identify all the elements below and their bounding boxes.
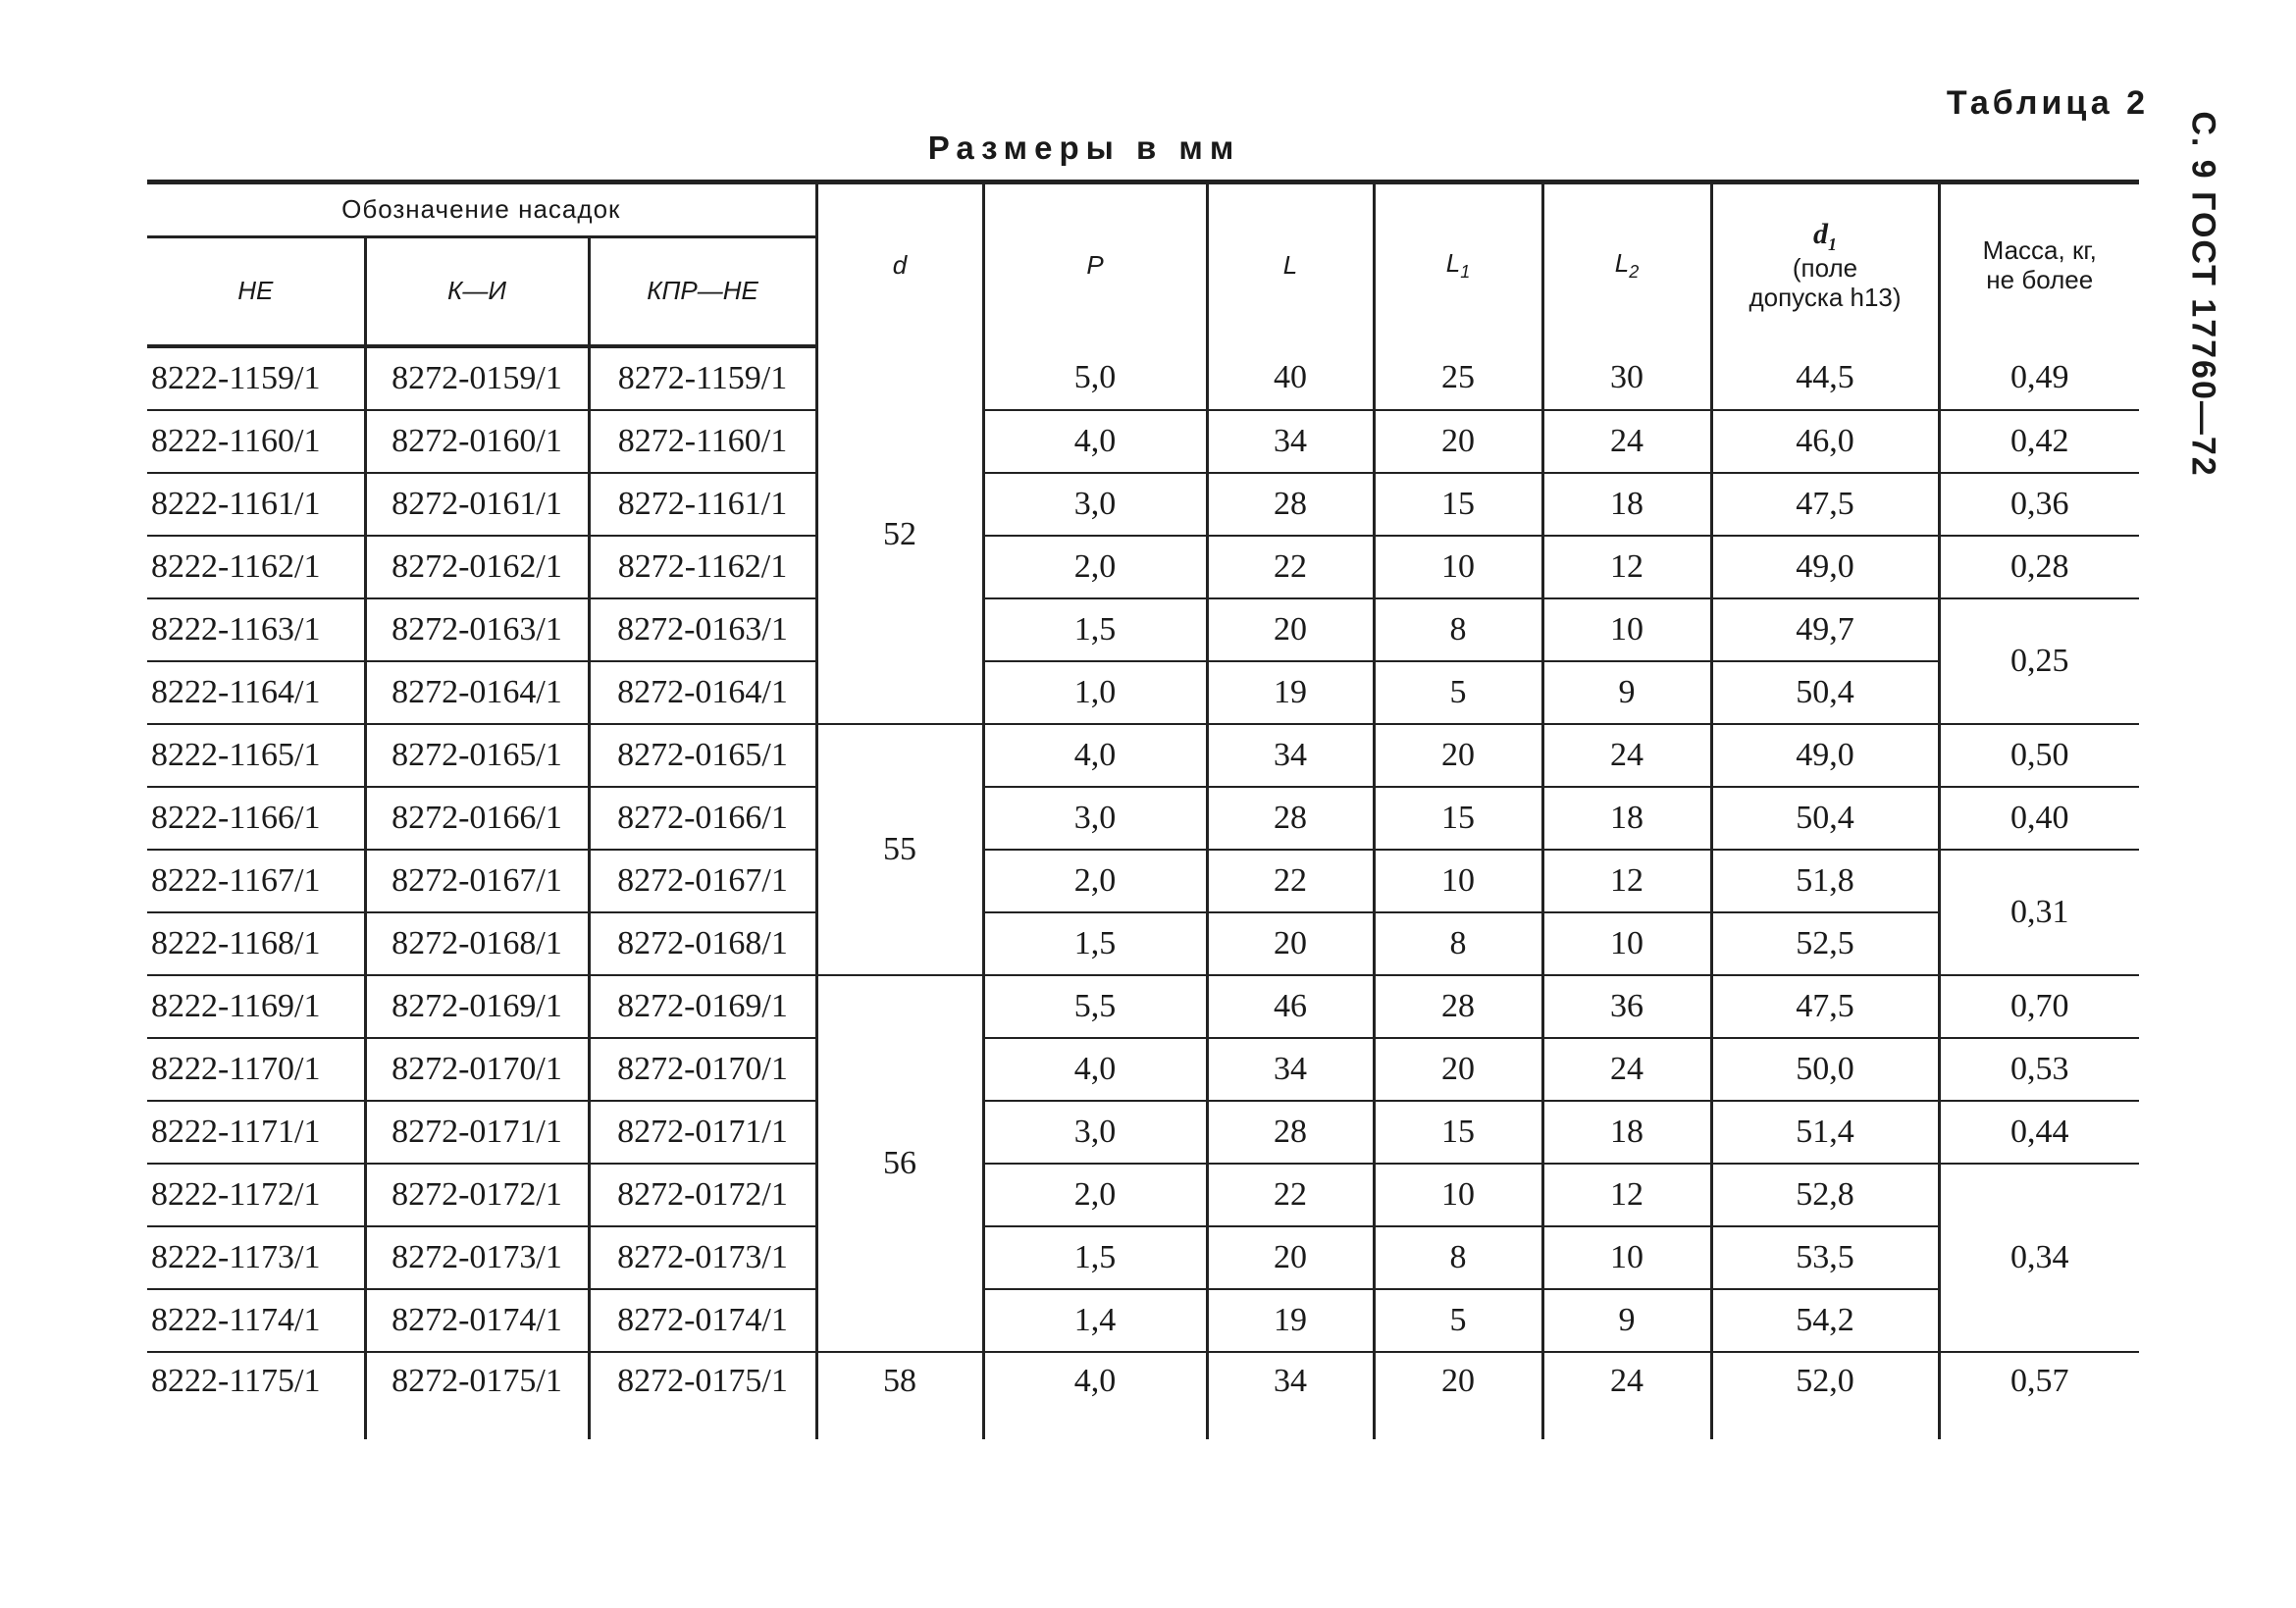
cell-ne: 8222-1162/1	[147, 536, 365, 598]
col-header-mass: Масса, кг, не более	[1939, 182, 2139, 347]
cell-l2: 18	[1542, 787, 1711, 850]
table-row	[147, 661, 2139, 724]
cell-l2: 18	[1542, 473, 1711, 536]
cell-ne: 8222-1173/1	[147, 1226, 365, 1289]
cell-l1: 20	[1374, 1038, 1542, 1101]
cell-p: 1,5	[983, 598, 1207, 661]
cell-l2: 12	[1542, 536, 1711, 598]
cell-l2: 9	[1542, 661, 1711, 724]
cell-l2: 24	[1542, 1352, 1711, 1439]
cell-mass: 0,34	[1939, 1164, 2139, 1352]
cell-mass: 0,36	[1939, 473, 2139, 536]
cell-ne: 8222-1164/1	[147, 661, 365, 724]
cell-kprne: 8272-0164/1	[589, 661, 816, 724]
cell-p: 2,0	[983, 1164, 1207, 1226]
cell-d1: 47,5	[1711, 975, 1939, 1038]
cell-l2: 12	[1542, 850, 1711, 912]
cell-d1: 51,4	[1711, 1101, 1939, 1164]
cell-l1: 25	[1374, 346, 1542, 410]
table-row	[147, 598, 2139, 661]
cell-d1: 52,0	[1711, 1352, 1939, 1439]
cell-l: 19	[1207, 1289, 1374, 1352]
cell-ne: 8222-1169/1	[147, 975, 365, 1038]
cell-d: 52	[816, 346, 983, 724]
table-row	[147, 850, 2139, 912]
cell-ne: 8222-1160/1	[147, 410, 365, 473]
cell-l1: 20	[1374, 724, 1542, 787]
cell-l1: 20	[1374, 1352, 1542, 1439]
cell-l: 19	[1207, 661, 1374, 724]
d1-tolerance-note: (поле допуска h13)	[1748, 253, 1902, 313]
cell-l: 46	[1207, 975, 1374, 1038]
cell-d1: 53,5	[1711, 1226, 1939, 1289]
cell-p: 1,5	[983, 912, 1207, 975]
cell-l: 28	[1207, 787, 1374, 850]
cell-mass: 0,40	[1939, 787, 2139, 850]
col-header-ne: НЕ	[147, 237, 365, 347]
cell-ne: 8222-1161/1	[147, 473, 365, 536]
cell-p: 4,0	[983, 1352, 1207, 1439]
cell-p: 2,0	[983, 536, 1207, 598]
cell-mass: 0,70	[1939, 975, 2139, 1038]
cell-d1: 50,4	[1711, 661, 1939, 724]
cell-l: 22	[1207, 1164, 1374, 1226]
cell-l: 20	[1207, 598, 1374, 661]
cell-mass: 0,53	[1939, 1038, 2139, 1101]
cell-l1: 8	[1374, 598, 1542, 661]
cell-ne: 8222-1165/1	[147, 724, 365, 787]
table-row	[147, 724, 2139, 787]
cell-ki: 8272-0169/1	[365, 975, 589, 1038]
cell-ki: 8272-0165/1	[365, 724, 589, 787]
cell-ki: 8272-0172/1	[365, 1164, 589, 1226]
cell-kprne: 8272-0174/1	[589, 1289, 816, 1352]
col-header-kprne: КПР—НЕ	[589, 237, 816, 347]
cell-kprne: 8272-1159/1	[589, 346, 816, 410]
cell-d1: 46,0	[1711, 410, 1939, 473]
cell-mass: 0,28	[1939, 536, 2139, 598]
standard-reference: С. 9 ГОСТ 17760—72	[2184, 111, 2222, 478]
table-row	[147, 912, 2139, 975]
col-header-l: L	[1207, 182, 1374, 347]
cell-kprne: 8272-0171/1	[589, 1101, 816, 1164]
cell-kprne: 8272-0173/1	[589, 1226, 816, 1289]
cell-l: 40	[1207, 346, 1374, 410]
cell-ne: 8222-1166/1	[147, 787, 365, 850]
cell-l2: 10	[1542, 598, 1711, 661]
cell-d: 58	[816, 1352, 983, 1439]
l2-symbol: L	[1614, 247, 1630, 278]
cell-l: 22	[1207, 536, 1374, 598]
table-row	[147, 1038, 2139, 1101]
l1-symbol: L	[1445, 247, 1461, 278]
cell-l1: 10	[1374, 850, 1542, 912]
cell-l2: 9	[1542, 1289, 1711, 1352]
cell-p: 3,0	[983, 473, 1207, 536]
cell-l: 34	[1207, 1038, 1374, 1101]
cell-p: 3,0	[983, 787, 1207, 850]
cell-d1: 49,7	[1711, 598, 1939, 661]
cell-mass: 0,31	[1939, 850, 2139, 975]
cell-kprne: 8272-0163/1	[589, 598, 816, 661]
cell-mass: 0,25	[1939, 598, 2139, 724]
cell-kprne: 8272-0165/1	[589, 724, 816, 787]
cell-kprne: 8272-0172/1	[589, 1164, 816, 1226]
cell-p: 5,5	[983, 975, 1207, 1038]
cell-kprne: 8272-0169/1	[589, 975, 816, 1038]
table-row	[147, 473, 2139, 536]
cell-l1: 10	[1374, 536, 1542, 598]
cell-ki: 8272-0173/1	[365, 1226, 589, 1289]
cell-p: 1,5	[983, 1226, 1207, 1289]
cell-d1: 49,0	[1711, 724, 1939, 787]
cell-l2: 10	[1542, 1226, 1711, 1289]
d1-index: 1	[1828, 233, 1838, 254]
cell-ki: 8272-0162/1	[365, 536, 589, 598]
cell-l2: 30	[1542, 346, 1711, 410]
cell-l1: 15	[1374, 473, 1542, 536]
table-label: Таблица 2	[1946, 84, 2149, 122]
table-row	[147, 1352, 2139, 1439]
cell-mass: 0,49	[1939, 346, 2139, 410]
cell-p: 4,0	[983, 724, 1207, 787]
cell-d1: 50,0	[1711, 1038, 1939, 1101]
cell-p: 4,0	[983, 1038, 1207, 1101]
cell-ki: 8272-0164/1	[365, 661, 589, 724]
cell-d1: 49,0	[1711, 536, 1939, 598]
cell-ne: 8222-1171/1	[147, 1101, 365, 1164]
cell-p: 4,0	[983, 410, 1207, 473]
d1-symbol: d	[1813, 217, 1829, 250]
cell-ne: 8222-1170/1	[147, 1038, 365, 1101]
cell-d1: 44,5	[1711, 346, 1939, 410]
cell-l1: 15	[1374, 787, 1542, 850]
cell-kprne: 8272-1160/1	[589, 410, 816, 473]
cell-l: 28	[1207, 473, 1374, 536]
cell-ne: 8222-1172/1	[147, 1164, 365, 1226]
cell-ne: 8222-1168/1	[147, 912, 365, 975]
cell-kprne: 8272-0166/1	[589, 787, 816, 850]
cell-kprne: 8272-1162/1	[589, 536, 816, 598]
cell-kprne: 8272-0168/1	[589, 912, 816, 975]
l1-index: 1	[1460, 261, 1471, 282]
cell-d1: 52,5	[1711, 912, 1939, 975]
cell-kprne: 8272-0167/1	[589, 850, 816, 912]
cell-l: 34	[1207, 1352, 1374, 1439]
dimensions-table	[147, 180, 2139, 1439]
col-header-l1	[1374, 182, 1542, 347]
cell-kprne: 8272-0175/1	[589, 1352, 816, 1439]
cell-l2: 18	[1542, 1101, 1711, 1164]
cell-l: 28	[1207, 1101, 1374, 1164]
cell-ki: 8272-0171/1	[365, 1101, 589, 1164]
cell-d1: 51,8	[1711, 850, 1939, 912]
cell-l1: 5	[1374, 661, 1542, 724]
l2-index: 2	[1629, 261, 1640, 282]
cell-mass: 0,42	[1939, 410, 2139, 473]
cell-kprne: 8272-1161/1	[589, 473, 816, 536]
cell-l1: 8	[1374, 1226, 1542, 1289]
cell-mass: 0,50	[1939, 724, 2139, 787]
cell-ki: 8272-0175/1	[365, 1352, 589, 1439]
cell-l2: 10	[1542, 912, 1711, 975]
table-row	[147, 1289, 2139, 1352]
col-header-d1	[1711, 182, 1939, 347]
cell-ne: 8222-1159/1	[147, 346, 365, 410]
cell-ki: 8272-0166/1	[365, 787, 589, 850]
units-caption: Размеры в мм	[927, 130, 1241, 166]
table-row	[147, 410, 2139, 473]
cell-p: 1,4	[983, 1289, 1207, 1352]
col-header-l2	[1542, 182, 1711, 347]
table-row	[147, 975, 2139, 1038]
cell-l2: 36	[1542, 975, 1711, 1038]
cell-ne: 8222-1167/1	[147, 850, 365, 912]
cell-l: 34	[1207, 410, 1374, 473]
cell-mass: 0,57	[1939, 1352, 2139, 1439]
cell-l: 20	[1207, 912, 1374, 975]
cell-ne: 8222-1174/1	[147, 1289, 365, 1352]
cell-l1: 10	[1374, 1164, 1542, 1226]
table-row	[147, 346, 2139, 410]
cell-l1: 5	[1374, 1289, 1542, 1352]
cell-ki: 8272-0161/1	[365, 473, 589, 536]
table-row	[147, 536, 2139, 598]
cell-p: 3,0	[983, 1101, 1207, 1164]
cell-d1: 54,2	[1711, 1289, 1939, 1352]
col-header-p: P	[983, 182, 1207, 347]
cell-l: 34	[1207, 724, 1374, 787]
cell-ki: 8272-0159/1	[365, 346, 589, 410]
cell-ki: 8272-0174/1	[365, 1289, 589, 1352]
cell-l1: 20	[1374, 410, 1542, 473]
cell-l1: 8	[1374, 912, 1542, 975]
cell-d1: 50,4	[1711, 787, 1939, 850]
cell-d: 56	[816, 975, 983, 1352]
cell-ne: 8222-1175/1	[151, 1363, 321, 1399]
table-row	[147, 1164, 2139, 1226]
cell-ki: 8272-0160/1	[365, 410, 589, 473]
cell-p: 2,0	[983, 850, 1207, 912]
cell-kprne: 8272-0170/1	[589, 1038, 816, 1101]
cell-ki: 8272-0168/1	[365, 912, 589, 975]
cell-l2: 24	[1542, 724, 1711, 787]
designation-group-header: Обозначение насадок	[147, 182, 816, 237]
cell-mass: 0,44	[1939, 1101, 2139, 1164]
cell-ki: 8272-0163/1	[365, 598, 589, 661]
cell-l2: 12	[1542, 1164, 1711, 1226]
cell-d1: 52,8	[1711, 1164, 1939, 1226]
col-header-d: d	[816, 182, 983, 347]
cell-ki: 8272-0167/1	[365, 850, 589, 912]
table-row	[147, 787, 2139, 850]
cell-p: 1,0	[983, 661, 1207, 724]
cell-ki: 8272-0170/1	[365, 1038, 589, 1101]
col-header-ki: К—И	[365, 237, 589, 347]
table-row	[147, 1101, 2139, 1164]
cell-l: 20	[1207, 1226, 1374, 1289]
cell-l: 22	[1207, 850, 1374, 912]
cell-d1: 47,5	[1711, 473, 1939, 536]
cell-l1: 28	[1374, 975, 1542, 1038]
cell-ne: 8222-1163/1	[147, 598, 365, 661]
table-row	[147, 1226, 2139, 1289]
cell-p: 5,0	[983, 346, 1207, 410]
cell-l2: 24	[1542, 410, 1711, 473]
cell-d: 55	[816, 724, 983, 975]
cell-l2: 24	[1542, 1038, 1711, 1101]
cell-l1: 15	[1374, 1101, 1542, 1164]
